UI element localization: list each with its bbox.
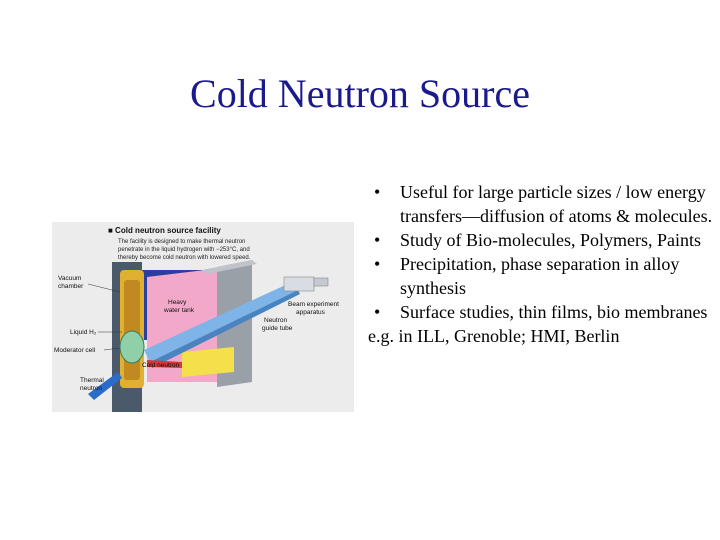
label-beam-apparatus: Beam experiment <box>288 301 339 308</box>
label-moderator-cell: Moderator cell <box>54 347 96 354</box>
label-vacuum-chamber: chamber <box>58 283 84 290</box>
vacuum-chamber-inner <box>124 280 140 380</box>
moderator-cell <box>120 331 144 363</box>
cold-neutron-facility-diagram <box>52 222 354 412</box>
bullet-text: Precipitation, phase separation in alloy synthesis <box>400 254 680 298</box>
label-thermal-neutron: neutron <box>80 385 103 392</box>
bullet-dot: • <box>374 254 381 274</box>
bullet-list <box>368 180 713 324</box>
figure-caption-line: thereby become cold neutron with lowered speed. <box>118 255 251 261</box>
label-liquid-h2: Liquid H₂ <box>70 329 97 336</box>
example-line: e.g. in ILL, Grenoble; HMI, Berlin <box>368 326 620 346</box>
yellow-base <box>182 347 234 377</box>
bullet-item <box>368 180 713 228</box>
bullet-text-block <box>368 180 713 348</box>
label-vacuum-chamber: Vacuum <box>58 275 82 282</box>
bullet-dot: • <box>374 182 381 202</box>
figure-heading: ■ Cold neutron source facility <box>108 226 221 235</box>
label-neutron-guide: guide tube <box>262 325 293 332</box>
label-heavy-water: water tank <box>164 307 194 314</box>
bullet-text: Surface studies, thin films, bio membranes <box>400 302 708 322</box>
label-beam-apparatus: apparatus <box>296 309 325 316</box>
figure-caption-line: The facility is designed to make thermal neutron <box>118 239 246 245</box>
bullet-text: Useful for large particle sizes / low energy transfers—diffusion of atoms & molecules. <box>400 182 713 226</box>
bullet-item <box>368 228 713 252</box>
label-thermal-neutron: Thermal <box>80 377 104 384</box>
bullet-text: Study of Bio-molecules, Polymers, Paints <box>400 230 701 250</box>
slide-title: Cold Neutron Source <box>190 71 530 116</box>
bullet-item <box>368 300 713 324</box>
figure-caption-line: penetrate in the liquid hydrogen with −253°C, and <box>118 247 250 253</box>
label-heavy-water: Heavy <box>168 299 187 306</box>
bullet-dot: • <box>374 302 381 322</box>
bullet-item <box>368 252 713 300</box>
label-cold-neutron: Cold neutron <box>142 362 180 369</box>
label-neutron-guide: Neutron <box>264 317 288 324</box>
beam-apparatus-detail <box>314 278 328 286</box>
beam-apparatus <box>284 277 314 291</box>
bullet-dot: • <box>374 230 381 250</box>
